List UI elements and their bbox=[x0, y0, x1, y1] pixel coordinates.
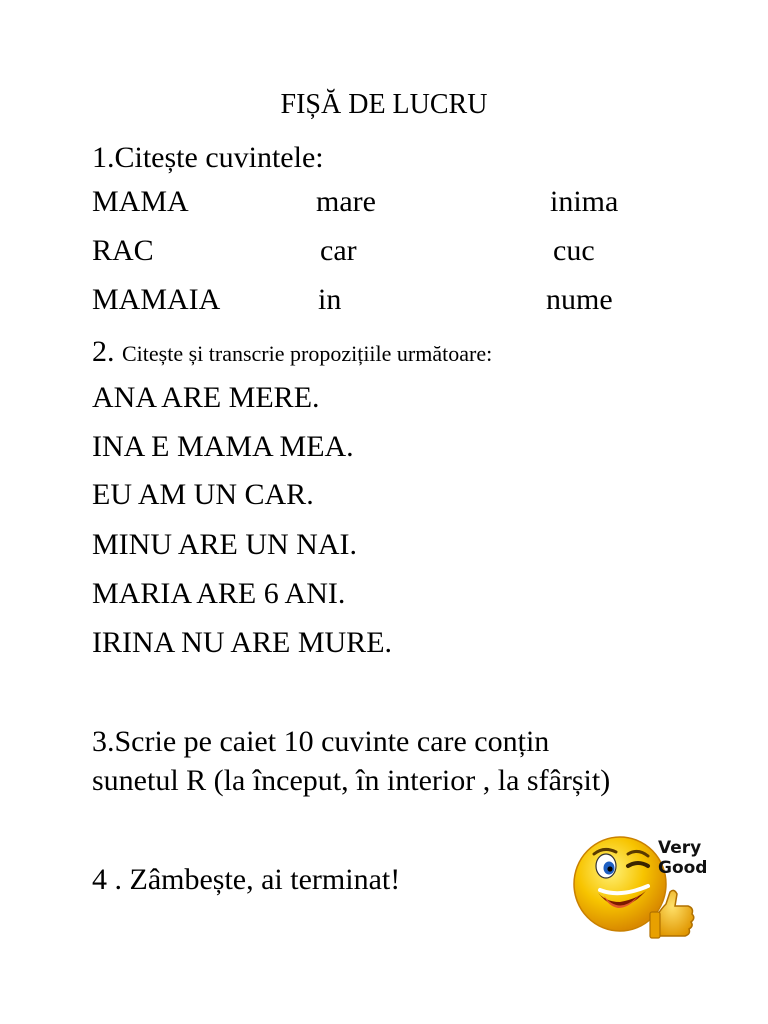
very-good-badge bbox=[570, 832, 730, 944]
word-cell: inima bbox=[550, 185, 619, 218]
word-cell: cuc bbox=[553, 234, 595, 267]
page-title: FIȘĂ DE LUCRU bbox=[280, 89, 488, 120]
word-row bbox=[0, 184, 768, 220]
word-row bbox=[0, 282, 768, 318]
section4-text: 4 . Zâmbește, ai terminat! bbox=[92, 863, 401, 896]
section2-number: 2. bbox=[92, 335, 115, 368]
word-cell: nume bbox=[546, 283, 613, 316]
sentence-line: IRINA NU ARE MURE. bbox=[92, 626, 393, 659]
section2-heading bbox=[92, 334, 492, 372]
section1-heading: 1.Citește cuvintele: bbox=[92, 141, 324, 174]
section3-line1: 3.Scrie pe caiet 10 cuvinte care conțin bbox=[92, 725, 550, 758]
very-text: Very bbox=[658, 838, 702, 858]
sentence-line: EU AM UN CAR. bbox=[92, 478, 314, 511]
word-cell: mare bbox=[316, 185, 376, 218]
word-cell: car bbox=[320, 234, 357, 267]
section3-line2: sunetul R (la început, în interior , la sfârșit) bbox=[92, 764, 611, 797]
section2-instruction: Citește și transcrie propozițiile următoare: bbox=[122, 341, 493, 366]
sentence-line: INA E MAMA MEA. bbox=[92, 430, 354, 463]
sentence-line: MARIA ARE 6 ANI. bbox=[92, 577, 346, 610]
good-text: Good bbox=[658, 858, 708, 878]
word-cell: MAMA bbox=[92, 185, 189, 218]
very-good-label bbox=[658, 838, 707, 878]
sentence-line: MINU ARE UN NAI. bbox=[92, 528, 357, 561]
word-cell: MAMAIA bbox=[92, 283, 221, 316]
word-cell: in bbox=[318, 283, 342, 316]
word-row bbox=[0, 233, 768, 269]
word-cell: RAC bbox=[92, 234, 154, 267]
sentence-line: ANA ARE MERE. bbox=[92, 381, 320, 414]
